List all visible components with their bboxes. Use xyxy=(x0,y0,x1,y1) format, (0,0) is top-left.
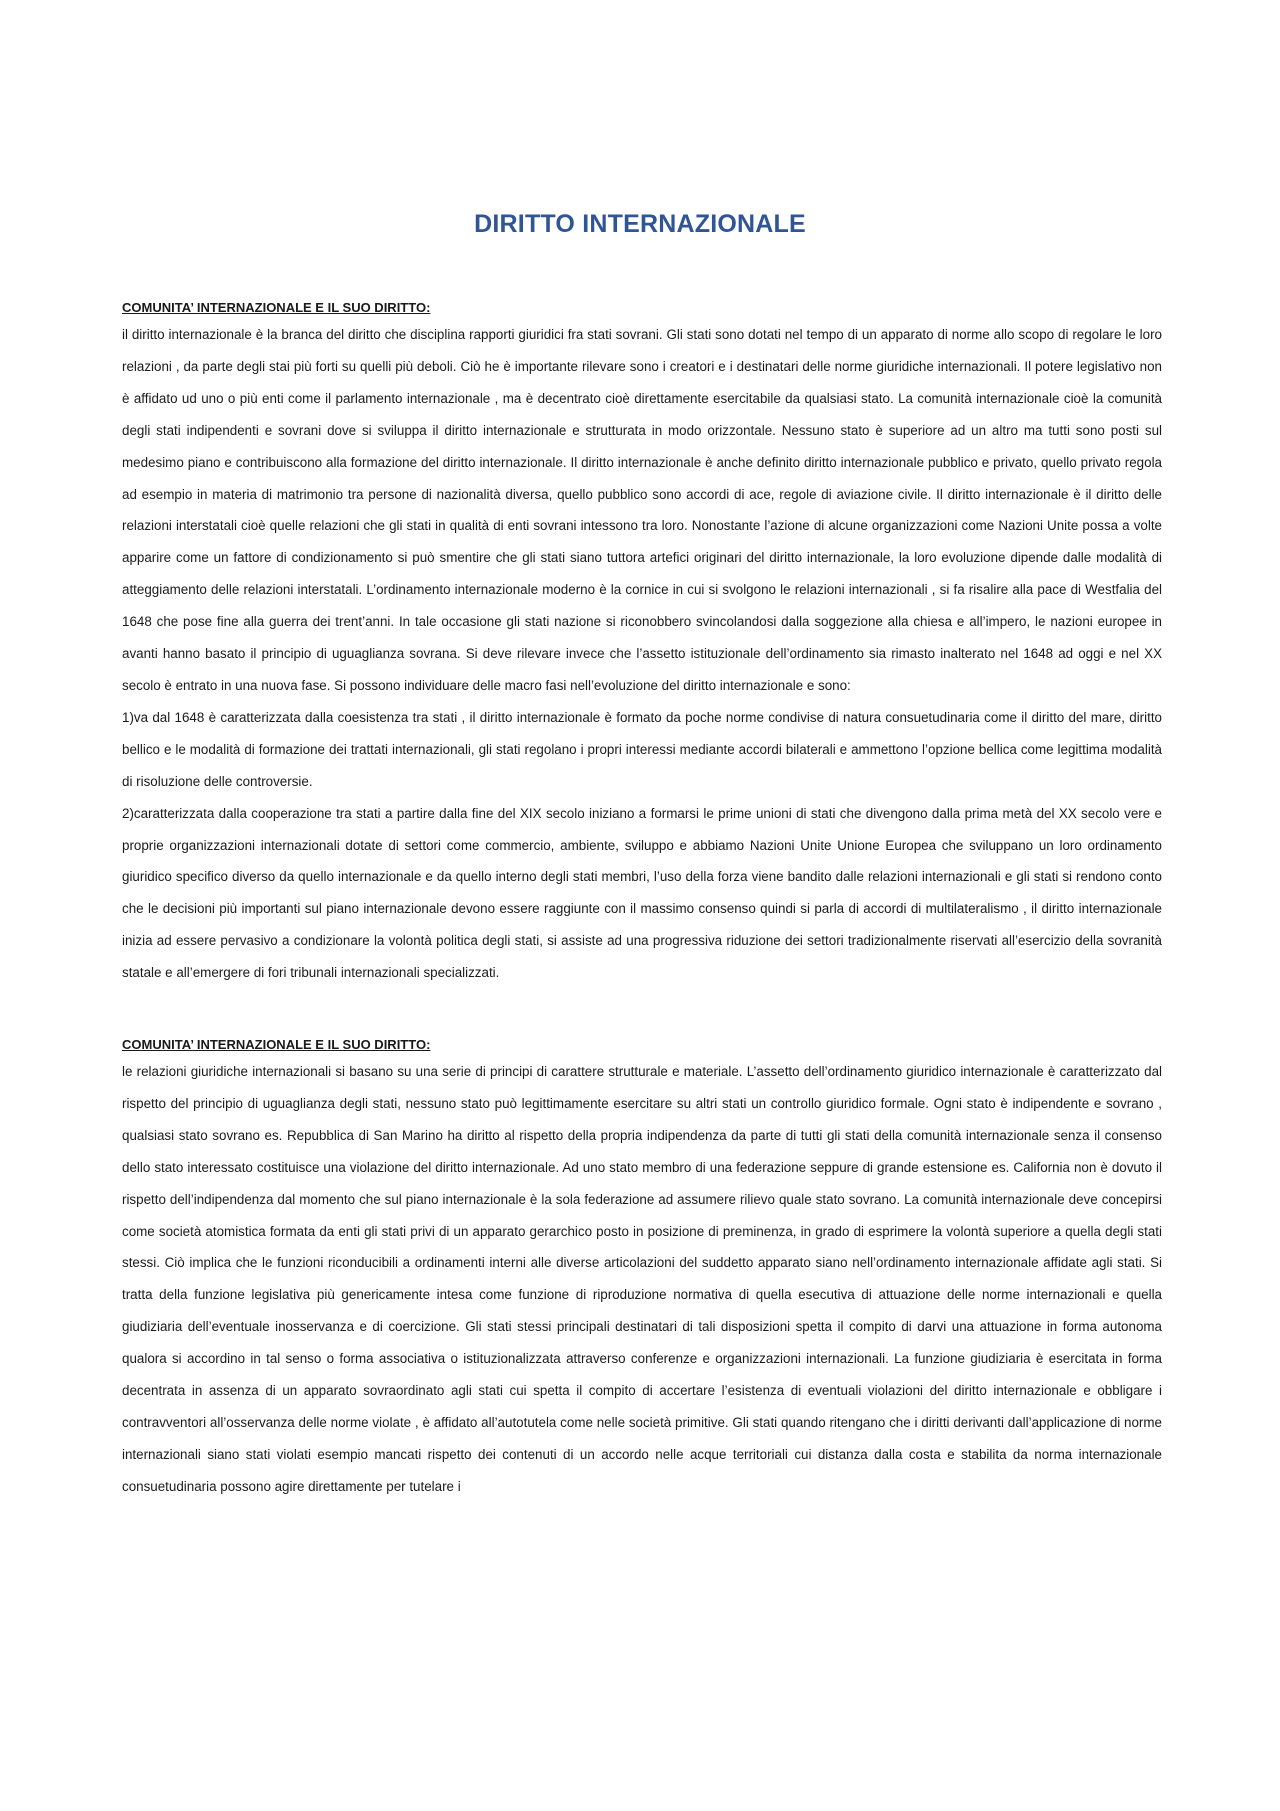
section-heading: COMUNITA’ INTERNAZIONALE E IL SUO DIRITTO: xyxy=(122,300,431,315)
paragraph: 2)caratterizzata dalla cooperazione tra stati a partire dalla fine del XIX secolo iniziano a formarsi le prime unioni di stati che divengono dalla prima metà del XX secolo vere e proprie organizzazioni internazionali dotate di settori come commercio, ambiente, sviluppo e abbiamo Nazioni Unite Unione Europea che sviluppano un loro ordinamento giuridico specifico diverso da quello internazionale e da quello interno degli stati membri, l’uso della forza viene bandito dalle relazioni internazionali e gli stati si rendono conto che le decisioni più importanti sul piano internazionale devono essere raggiunte con il massimo consenso quindi si parla di accordi di multilateralismo , il diritto internazionale inizia ad essere pervasivo a condizionare la volontà politica degli stati, si assiste ad una progressiva riduzione dei settori tradizionalmente riservati all’esercizio della sovranità statale e all’emergere di fori tribunali internazionali specializzati. xyxy=(122,805,1162,981)
paragraph: 1)va dal 1648 è caratterizzata dalla coesistenza tra stati , il diritto internazionale è formato da poche norme condivise di natura consuetudinaria come il diritto del mare, diritto bellico e le modalità di formazione dei trattati internazionali, gli stati regolano i propri interessi mediante accordi bilaterali e ammettono l’opzione bellica come legittima modalità di risoluzione delle controversie. xyxy=(122,709,1162,789)
document-title: DIRITTO INTERNAZIONALE xyxy=(474,210,806,238)
section-spacer xyxy=(122,989,1162,1033)
section-2 xyxy=(122,1033,1162,1503)
section-1 xyxy=(122,296,1162,989)
document-body xyxy=(122,296,1162,1503)
section-heading: COMUNITA’ INTERNAZIONALE E IL SUO DIRITTO: xyxy=(122,1037,431,1053)
paragraph: le relazioni giuridiche internazionali si basano su una serie di principi di carattere strutturale e materiale. L’assetto dell’ordinamento giuridico internazionale è caratterizzato dal rispetto del principio di uguaglianza degli stati, nessuno stato può legittimamente esercitare su altri stati un controllo giuridico formale. Ogni stato è indipendente e sovrano , qualsiasi stato sovrano es. Repubblica di San Marino ha diritto al rispetto della propria indipendenza da parte di tutti gli stati della comunità internazionale senza il consenso dello stato interessato costituisce una violazione del diritto internazionale. Ad uno stato membro di una federazione seppure di grande estensione es. California non è dovuto il rispetto dell’indipendenza dal momento che sul piano internazionale è la sola federazione ad assumere rilievo quale stato sovrano. La comunità internazionale deve concepirsi come società atomistica formata da enti gli stati privi di un apparato gerarchico posto in posizione di preminenza, in grado di esprimere la volontà superiore a quella degli stati stessi. Ciò implica che le funzioni riconducibili a ordinamenti interni alle diverse articolazioni del suddetto apparato siano nell’ordinamento internazionale affidate agli stati. Si tratta della funzione legislativa più genericamente intesa come funzione di riproduzione normativa di quella esecutiva di attuazione delle norme internazionali e quella giudiziaria dell’eventuale inosservanza e di coercizione. Gli stati stessi principali destinatari di tali disposizioni spetta il compito di darvi una attuazione in forma autonoma qualora si accordino in tal senso o forma associativa o istituzionalizzata attraverso conferenze e organizzazioni internazionali. La funzione giudiziaria è esercitata in forma decentrata in assenza di un apparato sovraordinato agli stati cui spetta il compito di accertare l’esistenza di eventuali violazioni del diritto internazionale e obbligare i contravventori all’osservanza delle norme violate , è affidato all’autotutela come nelle società primitive. Gli stati quando ritengano che i diritti derivanti dall’applicazione di norme internazionali siano stati violati esempio mancati rispetto dei contenuti di un accordo nelle acque territoriali cui distanza dalla costa e stabilita da norma internazionale consuetudinaria possono agire direttamente per tutelare i xyxy=(122,1064,1162,1494)
paragraph: il diritto internazionale è la branca del diritto che disciplina rapporti giuridici fra stati sovrani. Gli stati sono dotati nel tempo di un apparato di norme allo scopo di regolare le loro relazioni , da parte degli stai più forti su quelli più deboli. Ciò he è importante rilevare sono i creatori e i destinatari delle norme giuridiche internazionali. Il potere legislativo non è affidato ud uno o più enti come il parlamento internazionale , ma è decentrato cioè direttamente esercitabile da qualsiasi stato. La comunità internazionale cioè la comunità degli stati indipendenti e sovrani dove si sviluppa il diritto internazionale e strutturata in modo orizzontale. Nessuno stato è superiore ad un altro ma tutti sono posti sul medesimo piano e contribuiscono alla formazione del diritto internazionale. Il diritto internazionale è anche definito diritto internazionale pubblico e privato, quello privato regola ad esempio in materia di matrimonio tra persone di nazionalità diversa, quello pubblico sono accordi di ace, regole di aviazione civile. Il diritto internazionale è il diritto delle relazioni interstatali cioè quelle relazioni che gli stati in qualità di enti sovrani intessono tra loro. Nonostante l’azione di alcune organizzazioni come Nazioni Unite possa a volte apparire come un fattore di condizionamento si può smentire che gli stati siano tuttora artefici originari del diritto internazionale, la loro evoluzione dipende dalle modalità di atteggiamento delle relazioni interstatali. L’ordinamento internazionale moderno è la cornice in cui si svolgono le relazioni internazionali , si fa risalire alla pace di Westfalia del 1648 che pose fine alla guerra dei trent’anni. In tale occasione gli stati nazione si riconobbero svincolandosi dalla soggezione alla chiesa e all’impero, le nazioni europee in avanti hanno basato il principio di uguaglianza sovrana. Si deve rilevare invece che l’assetto istituzionale dell’ordinamento sia rimasto inalterato nel 1648 ad oggi e nel XX secolo è entrato in una nuova fase. Si possono individuare delle macro fasi nell’evoluzione del diritto internazionale e sono: xyxy=(122,327,1162,693)
